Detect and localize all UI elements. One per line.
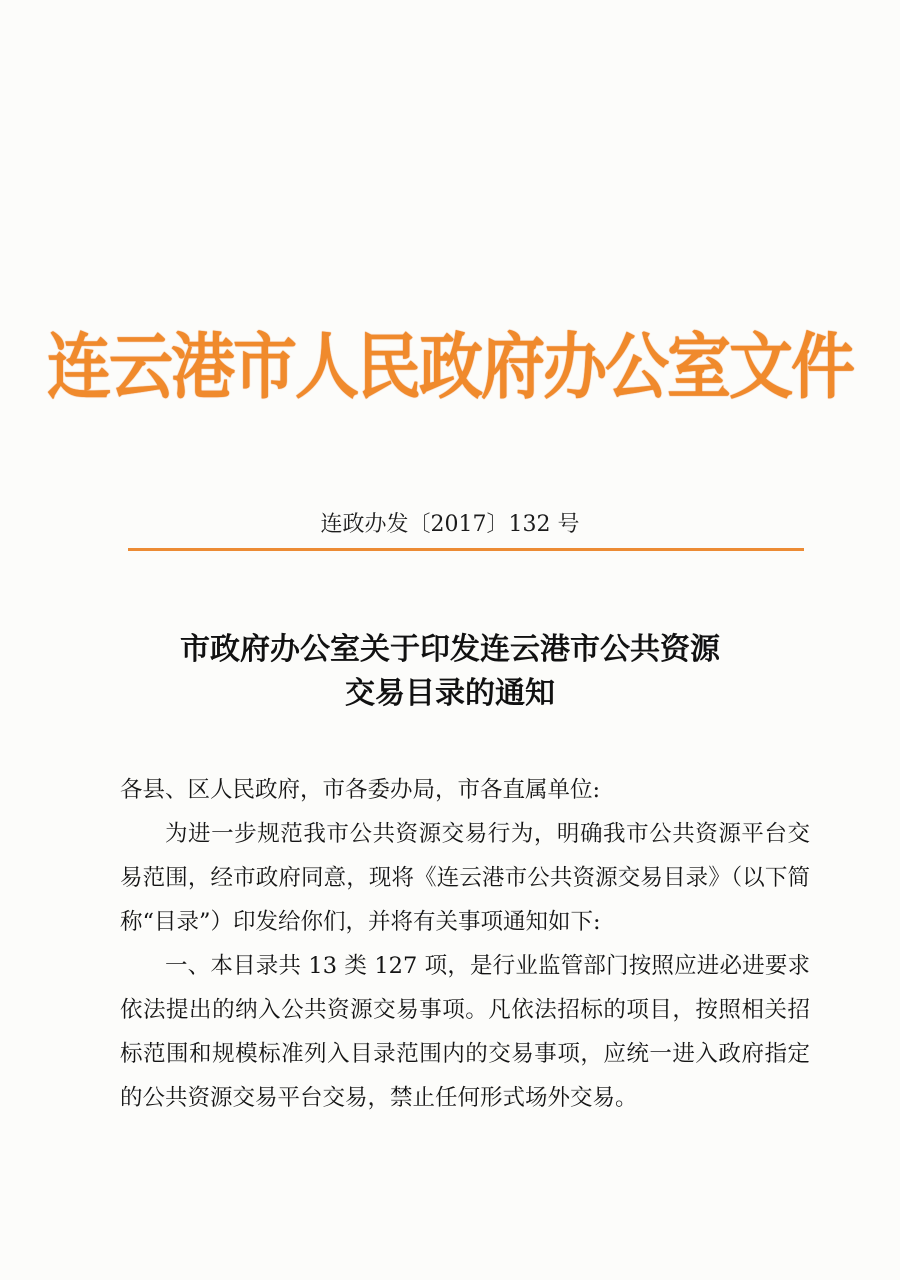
issuer-masthead: 连云港市人民政府办公室文件 (47, 325, 853, 410)
body-paragraph-2: 一、本目录共 13 类 127 项，是行业监管部门按照应进必进要求依法提出的纳入公共资源交易事项。凡依法招标的项目，按照相关招标范围和规模标准列入目录范围内的交易事项，应统一进入政府指定的公共资源交易平台交易，禁止任何形式场外交易。 (120, 953, 810, 1111)
body-paragraph-1: 为进一步规范我市公共资源交易行为，明确我市公共资源平台交易范围，经市政府同意，现将《连云港市公共资源交易目录》（以下简称“目录”）印发给你们，并将有关事项通知如下: (120, 821, 810, 935)
title-line-2: 交易目录的通知 (345, 676, 555, 711)
title-line-1: 市政府办公室关于印发连云港市公共资源 (180, 632, 720, 667)
salutation: 各县、区人民政府，市各委办局，市各直属单位: (120, 777, 601, 803)
document-body (120, 768, 810, 1120)
document-title (0, 628, 900, 716)
header-divider (128, 548, 804, 551)
document-number: 连政办发〔2017〕132 号 (320, 512, 580, 537)
